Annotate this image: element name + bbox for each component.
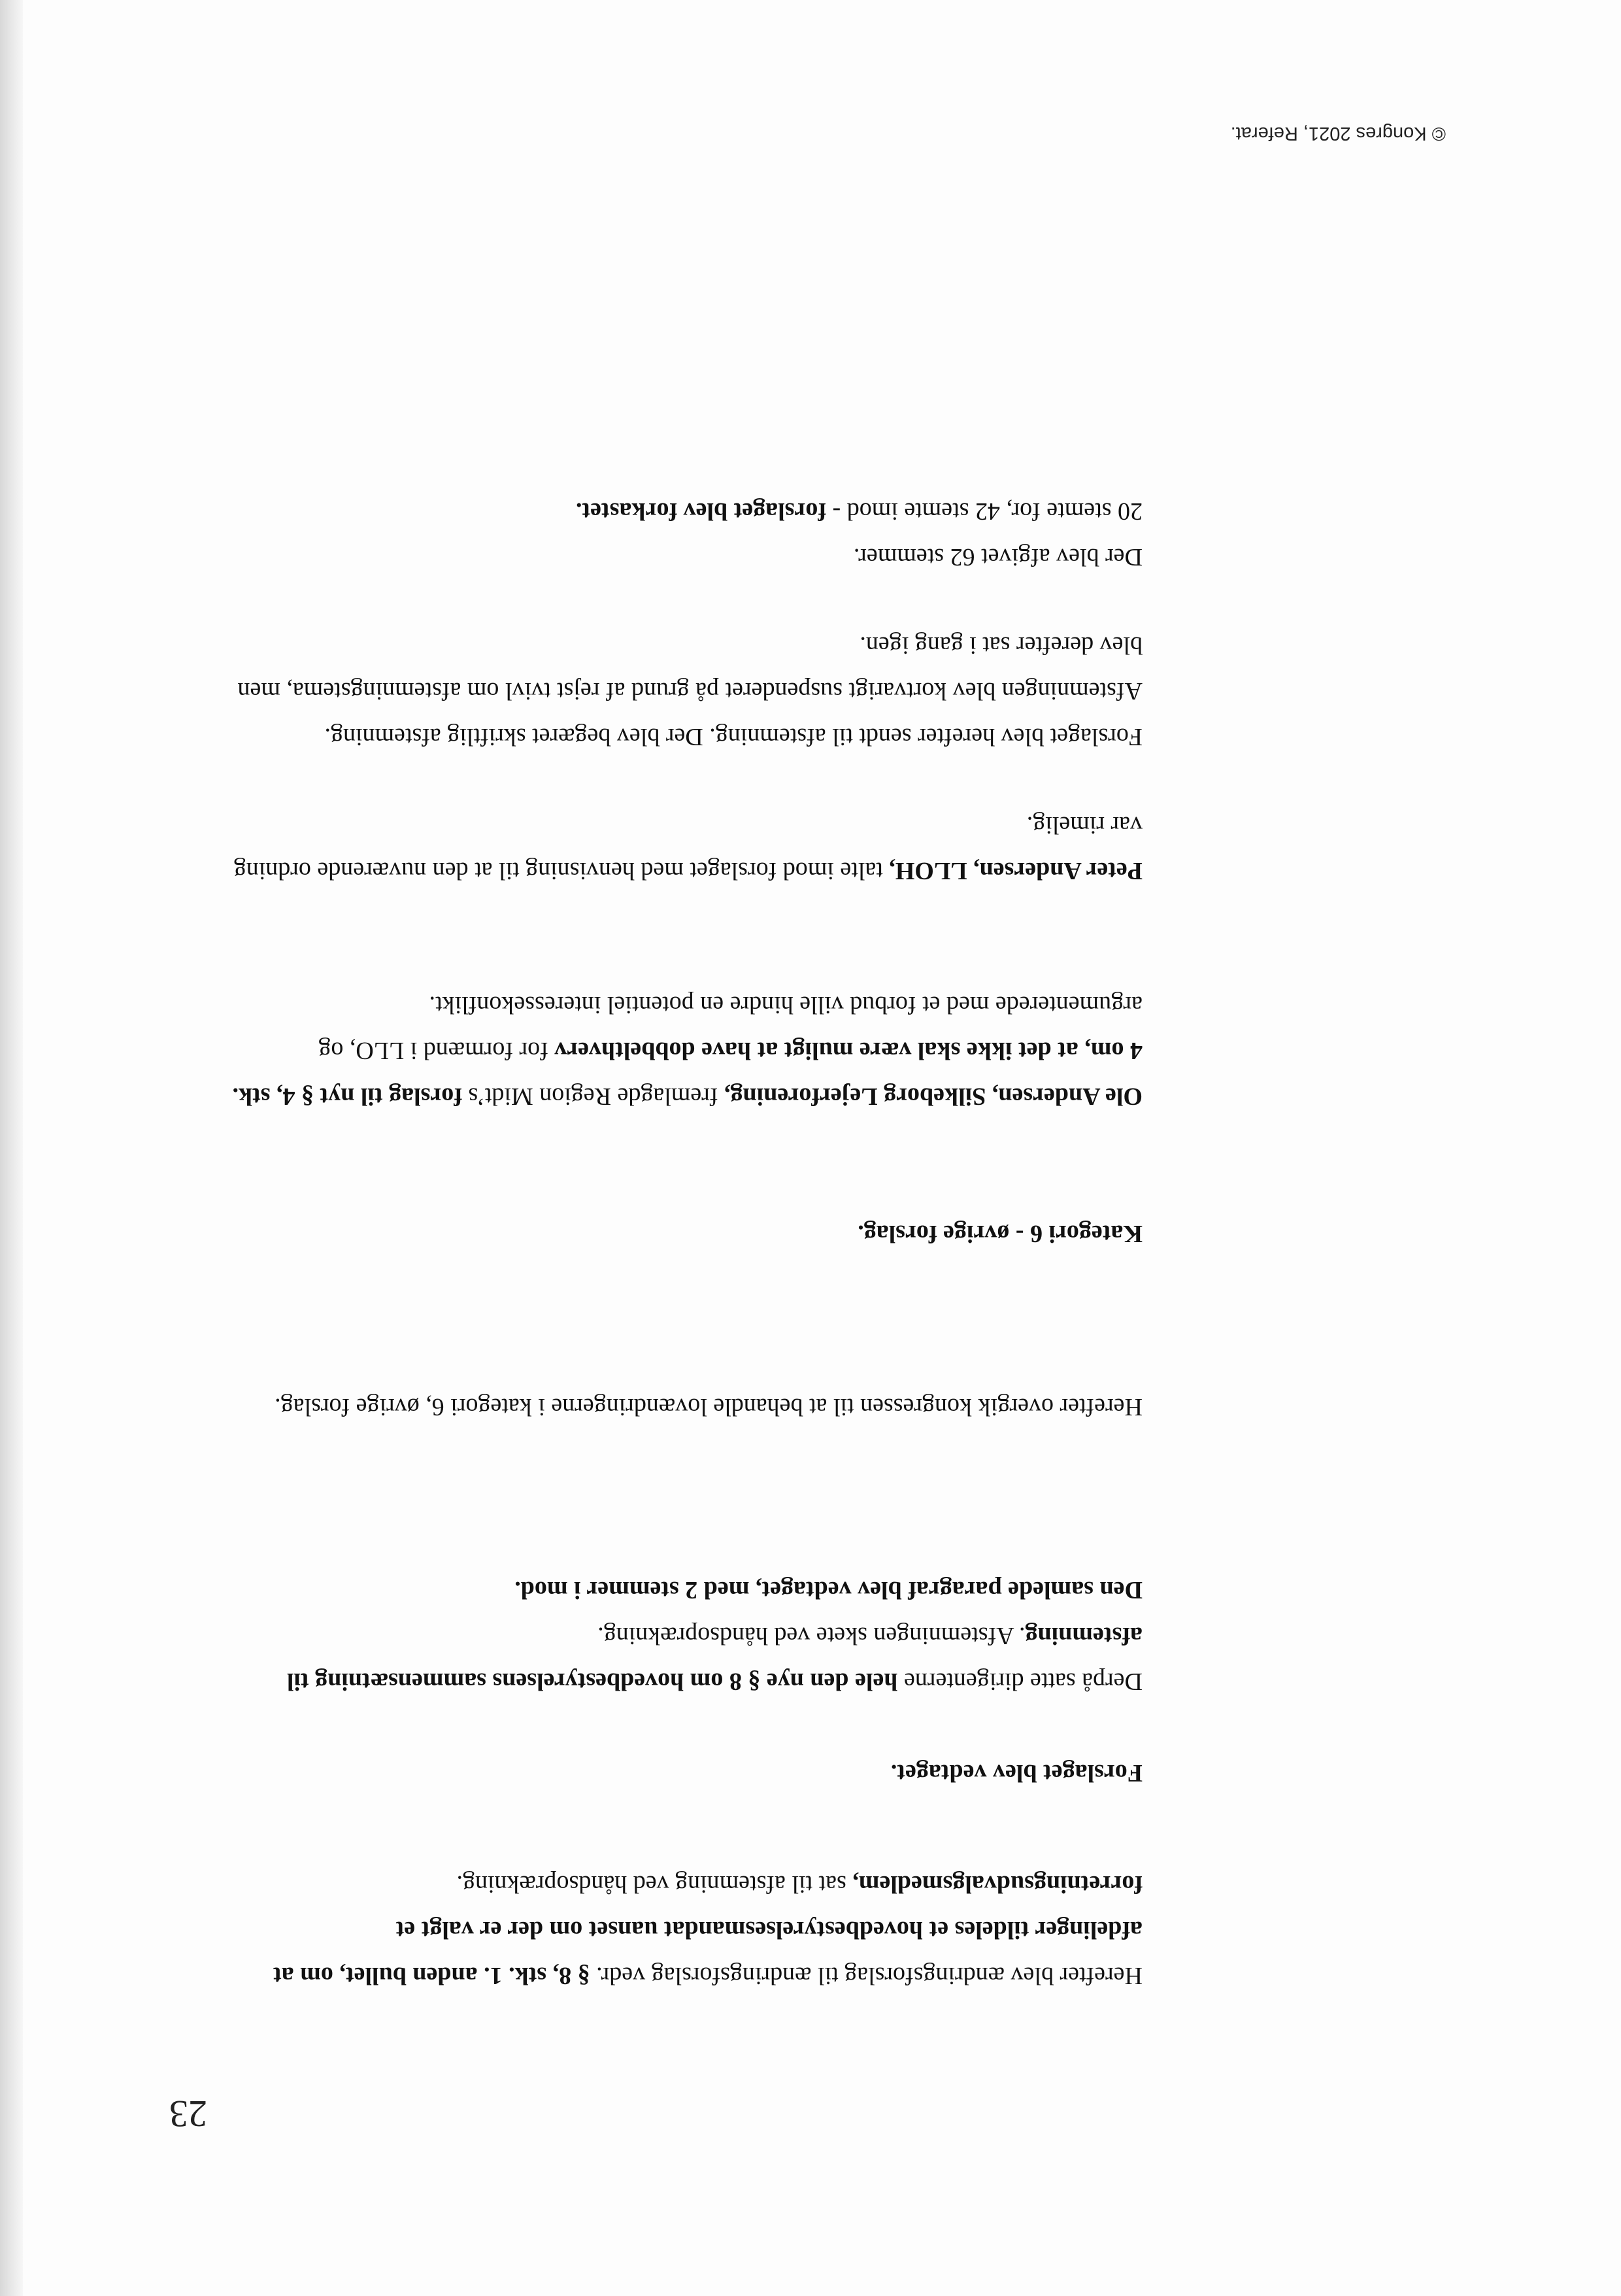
text-span: Der blev afgivet 62 stemmer. bbox=[853, 543, 1143, 571]
paragraph-category6-intro bbox=[221, 1384, 1143, 1430]
text-span: Herefter overgik kongressen til at behandle lovændringerne i kategori 6, øvrige forslag. bbox=[275, 1393, 1143, 1421]
text-span: talte imod forslaget med henvisning til at den nuværende ordning var rimelig. bbox=[233, 811, 1143, 885]
paragraph-ole-andersen bbox=[221, 982, 1143, 1119]
paragraph-written-vote bbox=[221, 622, 1143, 760]
paragraph-votes-cast bbox=[221, 534, 1143, 580]
text-span: fremlagde Region Midt’s bbox=[461, 1083, 724, 1110]
footer-copyright: © Kongres 2021, Referat. bbox=[1230, 123, 1446, 144]
text-span: 20 stemte for, 42 stemte imod - bbox=[826, 498, 1143, 525]
bold-span: § 8, stk. 1. anden bullet, om at afdelinger tildeles et hovedbestyrelsesmandat uanset om der er valgt et forretningsudvalgsmedlem, bbox=[273, 1870, 1143, 1989]
paragraph-adopted-1 bbox=[221, 1750, 1143, 1796]
bold-span: forslaget blev forkastet. bbox=[575, 498, 827, 525]
paragraph-vote-result bbox=[221, 488, 1143, 534]
bold-span: Forslaget blev vedtaget. bbox=[890, 1759, 1143, 1787]
paragraph-peter-andersen bbox=[221, 802, 1143, 894]
bold-span: Peter Andersen, LLOH, bbox=[889, 857, 1143, 885]
text-span: Forslaget blev herefter sendt til afstemning. Der blev begæret skriftlig afstemning. Afstemningen blev kortvarigt suspenderet på grund af rejst tvivl om afstemningstema, men blev derefter sat i gang igen. bbox=[237, 632, 1143, 751]
bold-span: forslag til nyt § 4, stk. 4 om, at det ikke skal være muligt at have dobbelthverv bbox=[232, 1037, 1143, 1110]
bold-span: Den samlede paragraf blev vedtaget, med 2 stemmer i mod. bbox=[514, 1576, 1143, 1604]
text-span: for formænd i LLO, og argumenterede med et forbud ville hindre en potentiel interessekonflikt. bbox=[318, 991, 1143, 1064]
text-span: sat til afstemning ved håndsoprækning. bbox=[456, 1870, 853, 1898]
paragraph-section8-result bbox=[221, 1567, 1143, 1613]
section-heading-category6 bbox=[221, 1211, 1143, 1257]
scan-edge-shadow bbox=[0, 0, 23, 2296]
bold-span: Ole Andersen, Silkeborg Lejerforening, bbox=[724, 1083, 1143, 1110]
page-number: 23 bbox=[169, 2093, 207, 2135]
text-span: . Afstemningen skete ved håndsoprækning. bbox=[597, 1622, 1026, 1649]
text-span: Herefter blev ændringsforslag til ændringsforslag vedr. bbox=[590, 1962, 1143, 1989]
text-span: Derpå satte dirigenterne bbox=[897, 1668, 1143, 1695]
bold-span: Kategori 6 - øvrige forslag. bbox=[858, 1220, 1143, 1247]
paragraph-amendment-vote bbox=[221, 1861, 1143, 1999]
paragraph-section8-vote bbox=[221, 1613, 1143, 1704]
bold-span: hele den nye § 8 om hovedbestyrelsens sammensætning til afstemning bbox=[286, 1622, 1143, 1695]
